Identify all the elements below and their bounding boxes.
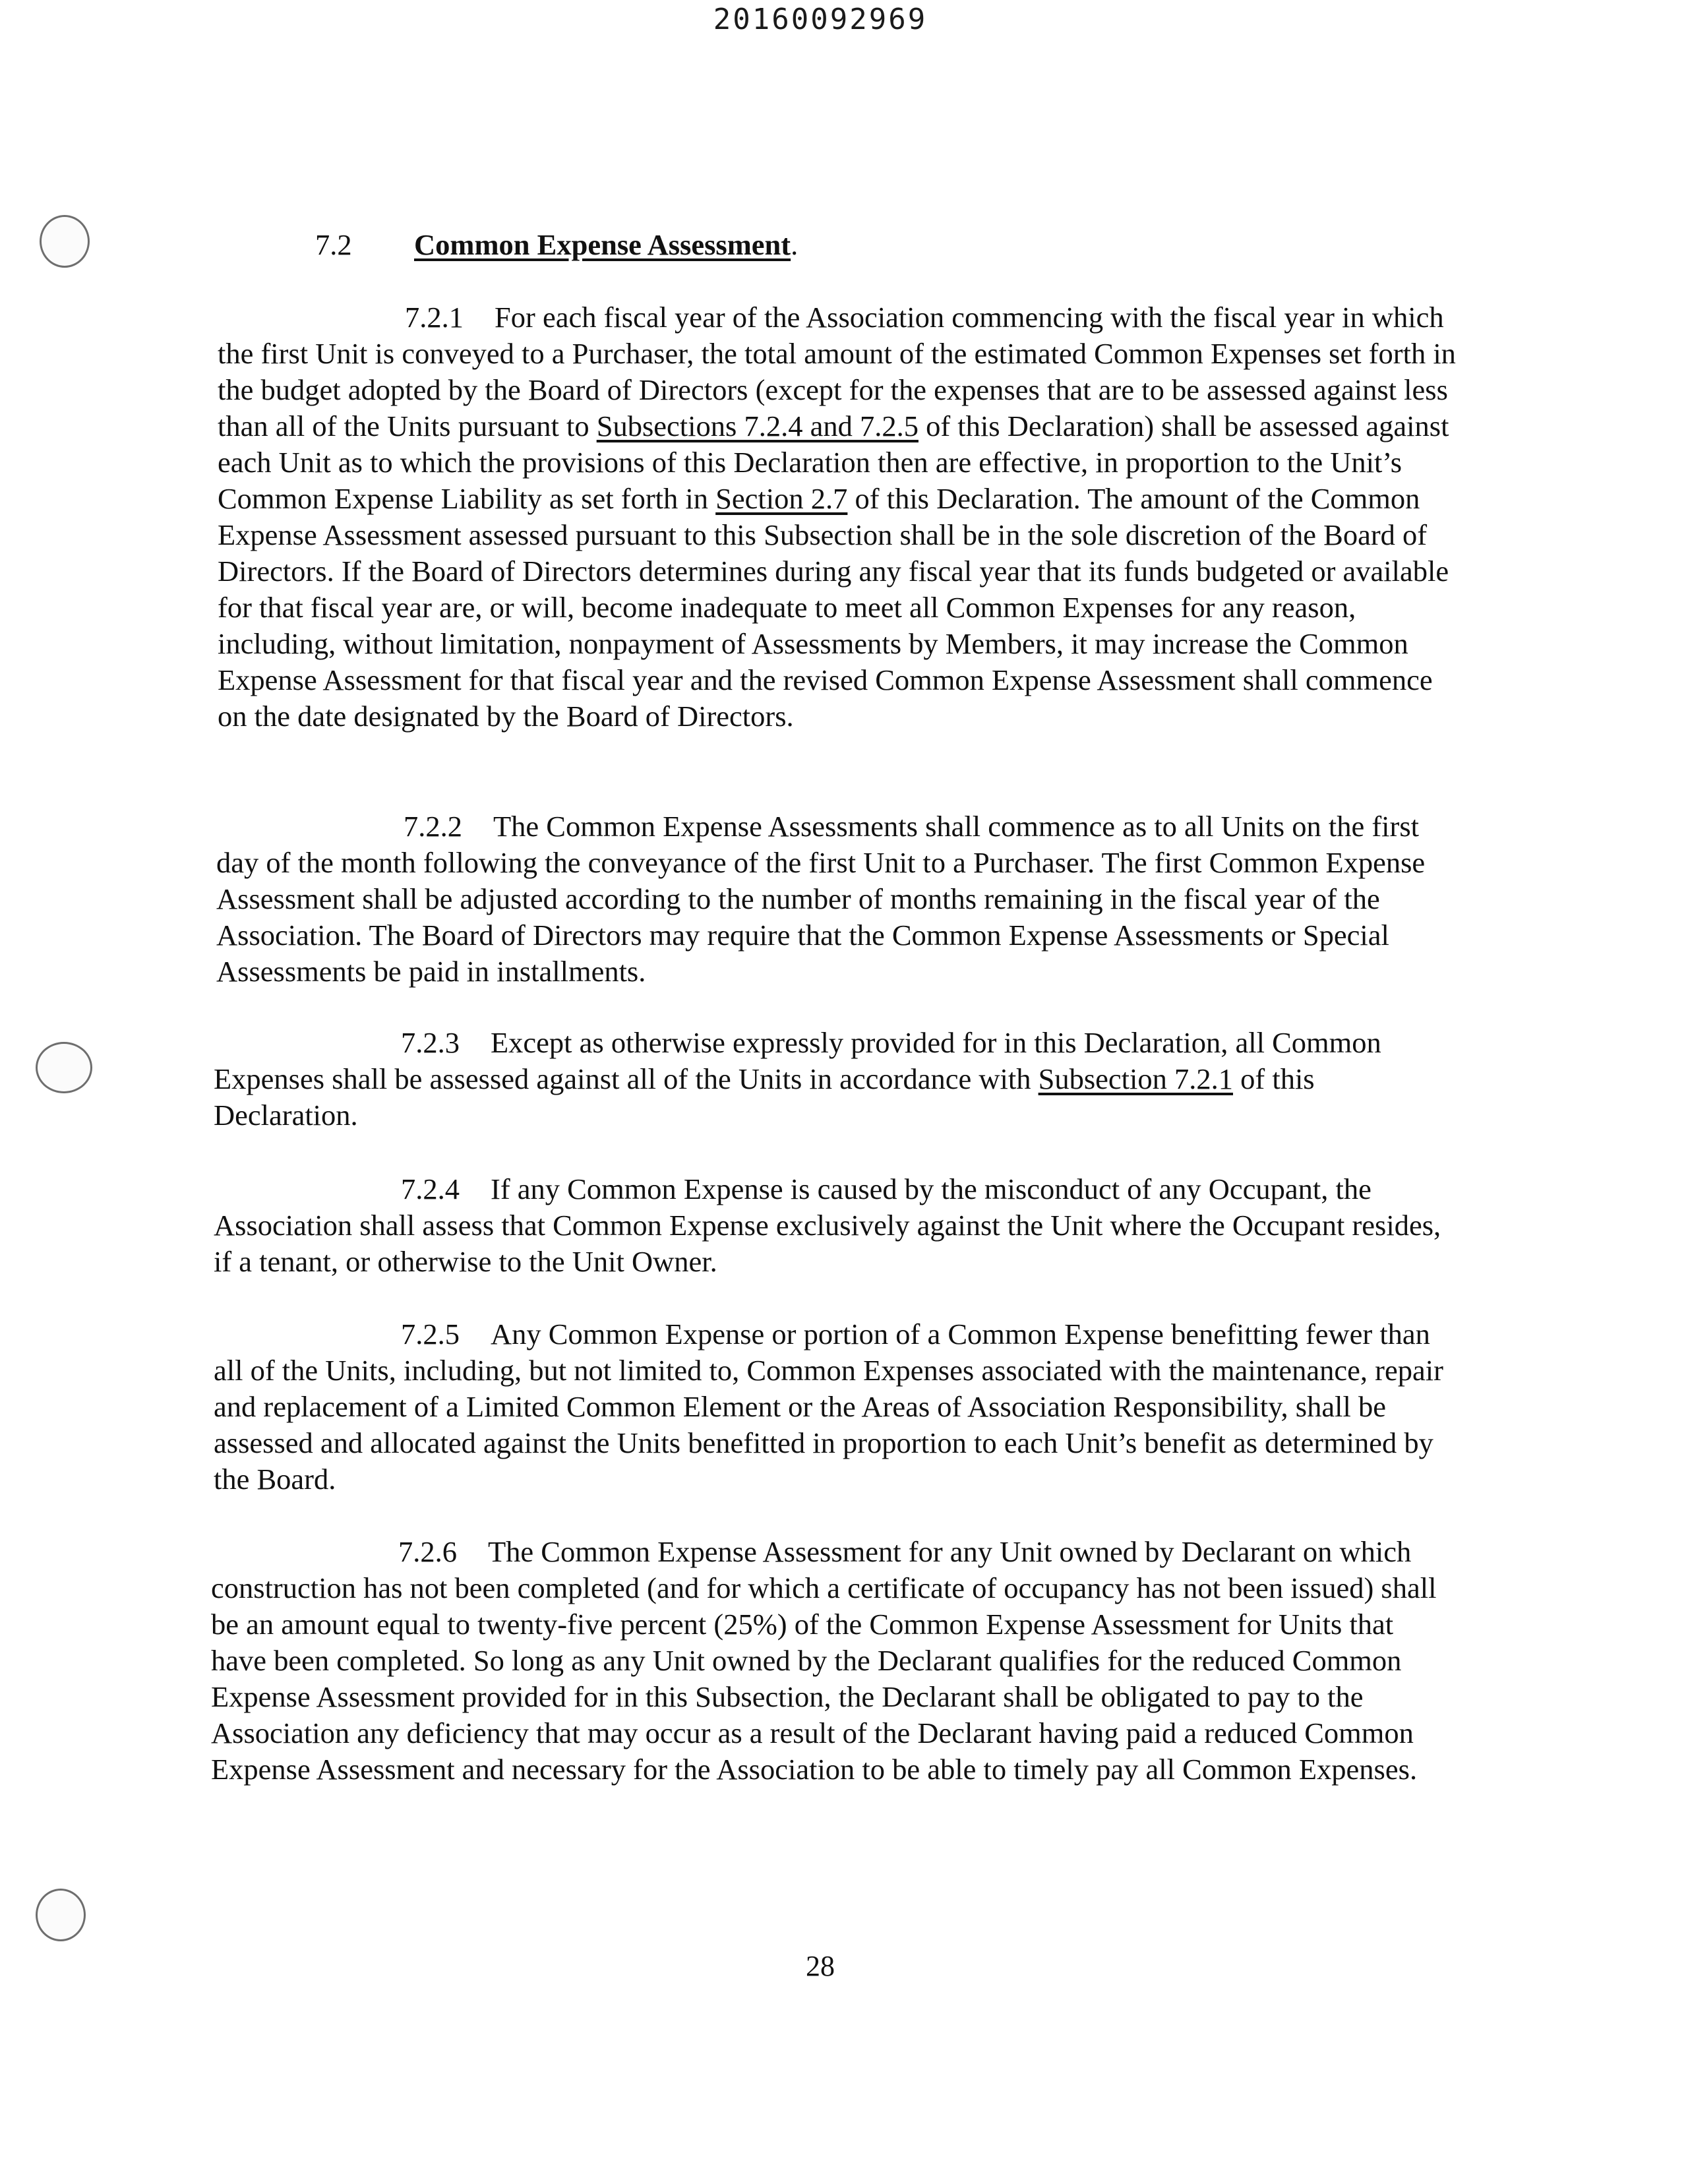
cross-reference: Section 2.7 [715, 482, 848, 515]
paragraph-text: of this Declaration) shall be assessed against each Unit as to which the provisions of this Declaration then are effective, in proportion to the Unit’s Common Expense Liability as set forth in [218, 410, 1449, 515]
paragraph-7-2-4 [214, 1171, 1453, 1280]
subsection-number: 7.2.6 [398, 1535, 457, 1568]
punch-hole-top [40, 215, 90, 268]
subsection-number: 7.2.2 [404, 810, 462, 843]
paragraph-text: Except as otherwise expressly provided for in this Declaration, all Common Expenses shall be assessed against all of the Units in accordance with [214, 1026, 1381, 1095]
punch-hole-bottom [36, 1889, 86, 1941]
paragraph-text: The Common Expense Assessment for any Unit owned by Declarant on which construction has not been completed (and for which a certificate of occupancy has not been issued) shall be an amount equal to twenty-five percent (25%) of the Common Expense Assessment for Units that have been completed. So long as any Unit owned by the Declarant qualifies for the reduced Common Expense Assessment provided for in this Subsection, the Declarant shall be obligated to pay to the Association any deficiency that may occur as a result of the Declarant having paid a reduced Common Expense Assessment and necessary for the Association to be able to timely pay all Common Expenses. [211, 1535, 1437, 1786]
paragraph-text: Any Common Expense or portion of a Common Expense benefitting fewer than all of the Units, including, but not limited to, Common Expenses associated with the maintenance, repair and replacement of a Limited Common Element or the Areas of Association Responsibility, shall be assessed and allocated against the Units benefitted in proportion to each Unit’s benefit as determined by the Board. [214, 1318, 1443, 1496]
paragraph-7-2-2 [216, 808, 1456, 990]
document-number: 20160092969 [713, 3, 928, 36]
section-title-punct: . [791, 228, 799, 261]
paragraph-7-2-3 [214, 1025, 1453, 1134]
cross-reference: Subsection 7.2.1 [1038, 1062, 1234, 1095]
paragraph-text: of this Declaration. [214, 1062, 1315, 1132]
cross-reference: Subsections 7.2.4 and 7.2.5 [596, 410, 919, 442]
paragraph-text: For each fiscal year of the Association commencing with the fiscal year in which the first Unit is conveyed to a Purchaser, the total amount of the estimated Common Expenses set forth in the budget adopted by the Board of Directors (except for the expenses that are to be assessed against less than all of the Units pursuant to [218, 301, 1456, 442]
paragraph-text: of this Declaration. The amount of the Common Expense Assessment assessed pursuant to this Subsection shall be in the sole discretion of the Board of Directors. If the Board of Directors determines during any fiscal year that its funds budgeted or available for that fiscal year are, or will, become inadequate to meet all Common Expenses for any reason, including, without limitation, nonpayment of Assessments by Members, it may increase the Common Expense Assessment for that fiscal year and the revised Common Expense Assessment shall commence on the date designated by the Board of Directors. [218, 482, 1449, 733]
paragraph-7-2-1 [218, 299, 1457, 735]
paragraph-text: If any Common Expense is caused by the misconduct of any Occupant, the Association shall assess that Common Expense exclusively against the Unit where the Occupant resides, if a tenant, or otherwise to the Unit Owner. [214, 1172, 1441, 1278]
paragraph-text: The Common Expense Assessments shall commence as to all Units on the first day of the month following the conveyance of the first Unit to a Purchaser. The first Common Expense Assessment shall be adjusted according to the number of months remaining in the fiscal year of the Association. The Board of Directors may require that the Common Expense Assessments or Special Assessments be paid in installments. [216, 810, 1426, 988]
section-number: 7.2 [315, 228, 352, 261]
subsection-number: 7.2.4 [401, 1172, 460, 1205]
subsection-number: 7.2.3 [401, 1026, 460, 1059]
paragraph-7-2-6 [211, 1534, 1451, 1788]
page-number: 28 [806, 1950, 835, 1982]
section-heading [315, 227, 1304, 263]
subsection-number: 7.2.5 [401, 1318, 460, 1350]
punch-hole-middle [36, 1042, 92, 1093]
section-title: Common Expense Assessment [414, 228, 791, 261]
subsection-number: 7.2.1 [405, 301, 464, 334]
paragraph-7-2-5 [214, 1316, 1453, 1498]
